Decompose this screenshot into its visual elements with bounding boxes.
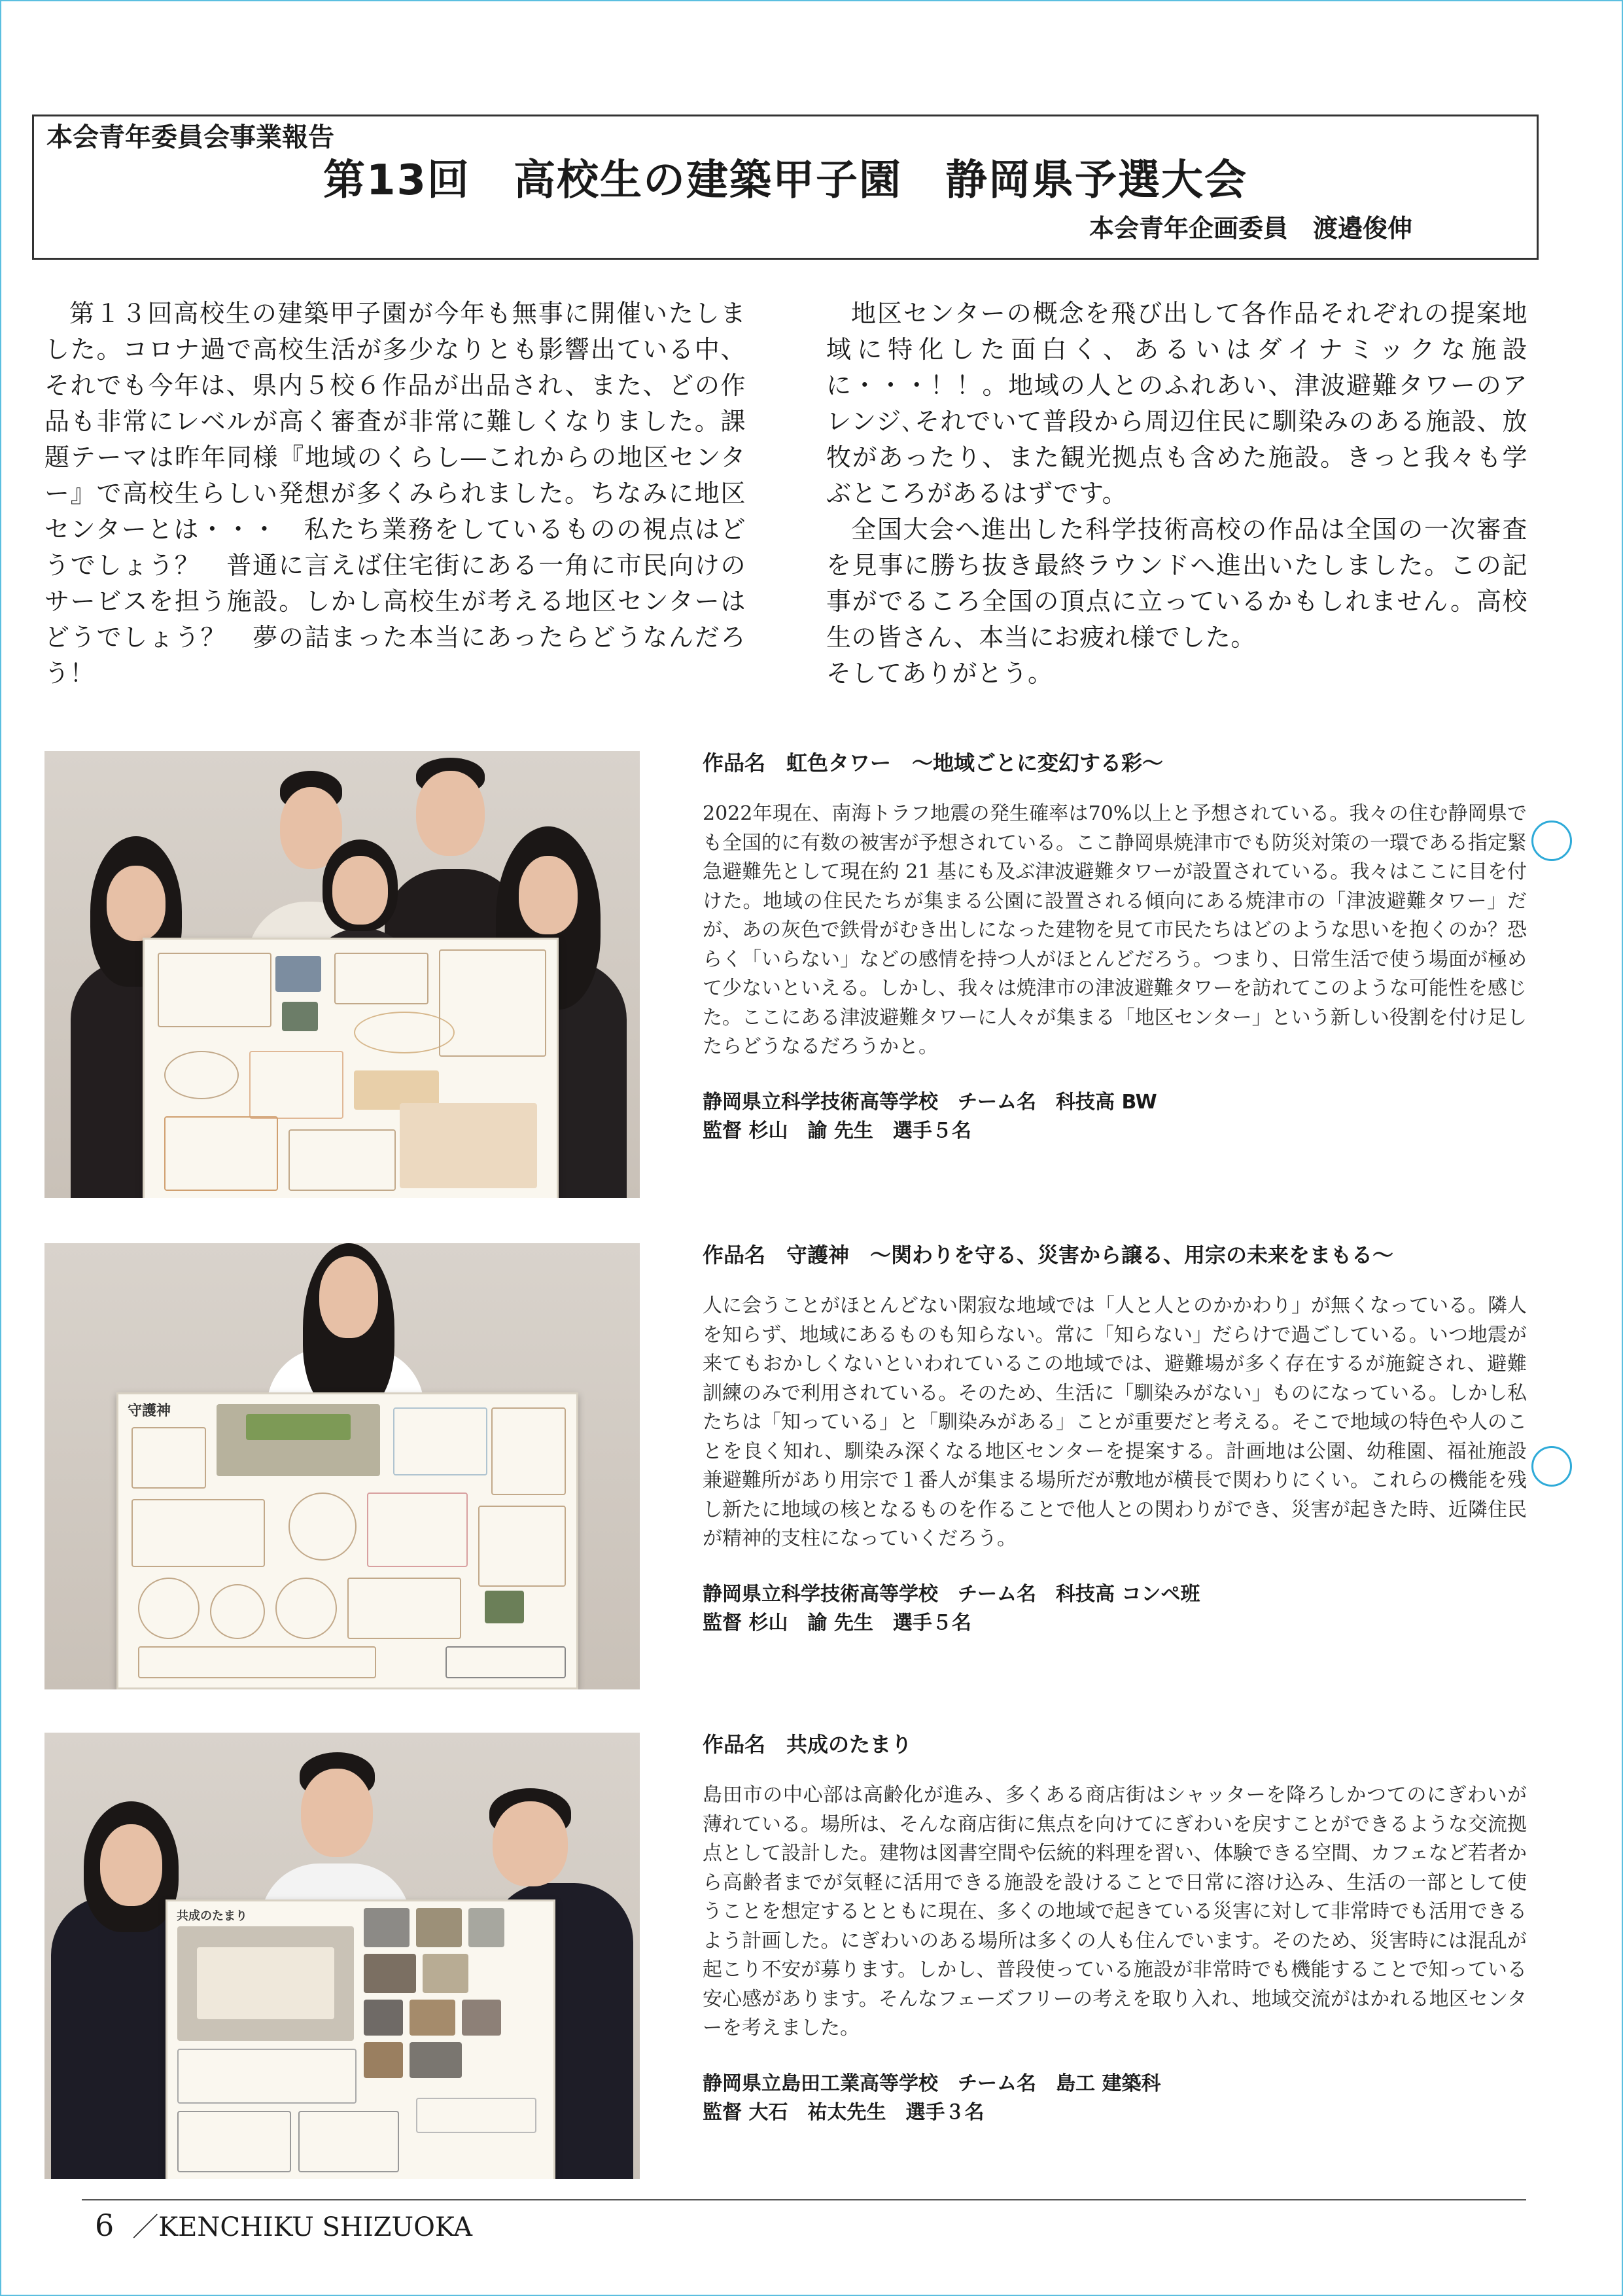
entry-photo-3	[44, 1733, 640, 2179]
entry-title: 作品名 共成のたまり	[703, 1732, 913, 1757]
article-author: 本会青年企画委員 渡邉俊伸	[1089, 214, 1412, 243]
presentation-board	[143, 938, 559, 1198]
entry-title: 作品名 虹色タワー ～地域ごとに変幻する彩～	[703, 751, 1164, 775]
entry-title: 作品名 守護神 ～関わりを守る、災害から譲る、用宗の未来をまもる～	[703, 1243, 1394, 1267]
intro-paragraph: 地区センターの概念を飛び出して各作品それぞれの提案地域に特化した面白く、あるいはダイナミックな施設に・・・！！。地域の人とのふれあい、津波避難タワーのアレンジ､それでいて普段から周辺住民に馴染みのある施設、放牧があったり、また観光拠点も含めた施設。きっと我々も学ぶところがあるはずです。	[826, 299, 1527, 508]
entry-description: 人に会うことがほとんどない閑寂な地域では「人と人とのかかわり」が無くなっている。隣人を知らず、地域にあるものも知らない。常に「知らない」だらけで過ごしている。いつ地震が来てもおかしくないといわれているこの地域では、避難場が多く存在するが施錠され、避難訓練のみで利用されている。そのため、生活に「馴染みがない」ものになっている。しかし私たちは「知っている」と「馴染みがある」ことが重要だと考える。そこで地域の特色や人のことを良く知れ、馴染み深くなる地区センターを提案する。計画地は公園、幼稚園、福祉施設兼避難所があり用宗で１番人が集まる場所だが敷地が横長で関わりにくい。これらの機能を残し新たに地域の核となるものを作ることで他人との関わりができ、災害が起きた時、近隣住民が精神的支柱になっていくだろう。	[703, 1294, 1527, 1550]
entry-school: 静岡県立科学技術高等学校 チーム名 科技高 BW	[703, 1090, 1157, 1114]
entry-school: 静岡県立科学技術高等学校 チーム名 科技高 コンペ班	[703, 1582, 1200, 1606]
presentation-board	[116, 1392, 578, 1689]
binding-hole-marker	[1531, 821, 1572, 861]
article-header	[32, 115, 1539, 260]
entry-photo-1	[44, 751, 640, 1198]
intro-column-left	[44, 296, 746, 688]
entry-advisor: 監督 杉山 諭 先生 選手５名	[703, 1119, 971, 1142]
entry-advisor: 監督 大石 祐太先生 選手３名	[703, 2100, 985, 2124]
board-title: 共成のたまり	[177, 1909, 247, 1923]
publication-name: ／KENCHIKU SHIZUOKA	[132, 2212, 473, 2242]
article-title: 第13回 高校生の建築甲子園 静岡県予選大会	[323, 156, 1248, 205]
binding-hole-marker	[1531, 1446, 1572, 1487]
entry-3	[703, 1730, 1527, 2127]
footer-rule	[82, 2199, 1526, 2200]
intro-paragraph: 全国大会へ進出した科学技術高校の作品は全国の一次審査を見事に勝ち抜き最終ラウンドへ進出いたしました。この記事がでるころ全国の頂点に立っているかもしれません。高校生の皆さん、本当にお疲れ様でした。	[826, 515, 1527, 652]
page-footer	[95, 2207, 472, 2246]
entry-advisor: 監督 杉山 諭 先生 選手５名	[703, 1611, 971, 1634]
entry-photo-2	[44, 1243, 640, 1689]
presentation-board	[166, 1899, 555, 2179]
intro-paragraph: 第１３回高校生の建築甲子園が今年も無事に開催いたしました。コロナ過で高校生活が多少なりとも影響出ている中、それでも今年は、県内５校６作品が出品され、また、どの作品も非常にレベルが高く審査が非常に難しくなりました。課題テーマは昨年同様『地域のくらし―これからの地区センター』で高校生らしい発想が多くみられました。ちなみに地区センターとは・・・ 私たち業務をしているものの視点はどうでしょう？ 普通に言えば住宅街にある一角に市民向けのサービスを担う施設。しかし高校生が考える地区センターはどうでしょう？ 夢の詰まった本当にあったらどうなんだろう！	[44, 299, 746, 688]
entry-school: 静岡県立島田工業高等学校 チーム名 島工 建築科	[703, 2072, 1161, 2095]
intro-column-right	[826, 296, 1527, 688]
entry-2	[703, 1241, 1527, 1638]
entry-1	[703, 749, 1527, 1146]
page-number: 6	[95, 2208, 114, 2243]
board-title: 守護神	[128, 1403, 171, 1419]
entry-description: 2022年現在、南海トラフ地震の発生確率は70%以上と予想されている。我々の住む静岡県でも全国的に有数の被害が予想されている。ここ静岡県焼津市でも防災対策の一環である指定緊急避難先として現在約 21 基にも及ぶ津波避難タワーが設置されている。我々はここに目を付けた。地域の住民たちが集まる公園に設置される傾向にある焼津市の「津波避難タワー」だが、あの灰色で鉄骨がむき出しになった建物を見て市民たちはどのような思いを抱くのか？恐らく「いらない」などの感情を持つ人がほとんどだろう。つまり、日常生活で使う場面が極めて少ないといえる。しかし、我々は焼津市の津波避難タワーを訪れてこのような可能性を感じた。ここにある津波避難タワーに人々が集まる「地区センター」という新しい役割を付け足したらどうなるだろうかと。	[703, 802, 1527, 1058]
intro-paragraph: そしてありがとう。	[826, 659, 1053, 688]
entry-description: 島田市の中心部は高齢化が進み、多くある商店街はシャッターを降ろしかつてのにぎわいが薄れている。場所は、そんな商店街に焦点を向けてにぎわいを戻すことができるような交流拠点として設計した。建物は図書空間や伝統的料理を習い、体験できる空間、カフェなど若者から高齢者までが気軽に活用できる施設を設けることで日常に溶け込み、生活の一部として使うことを想定するとともに現在、多くの地域で起きている災害に対して非常時でも活用できるよう計画した。にぎわいのある場所は多くの人も住んでいます。そのため、災害時には混乱が起こり不安が募ります。しかし、普段使っている施設が非常時でも機能することで知っている安心感があります。そんなフェーズフリーの考えを取り入れ、地域交流がはかれる地区センターを考えました。	[703, 1784, 1527, 2040]
section-label: 本会青年委員会事業報告	[46, 122, 334, 152]
